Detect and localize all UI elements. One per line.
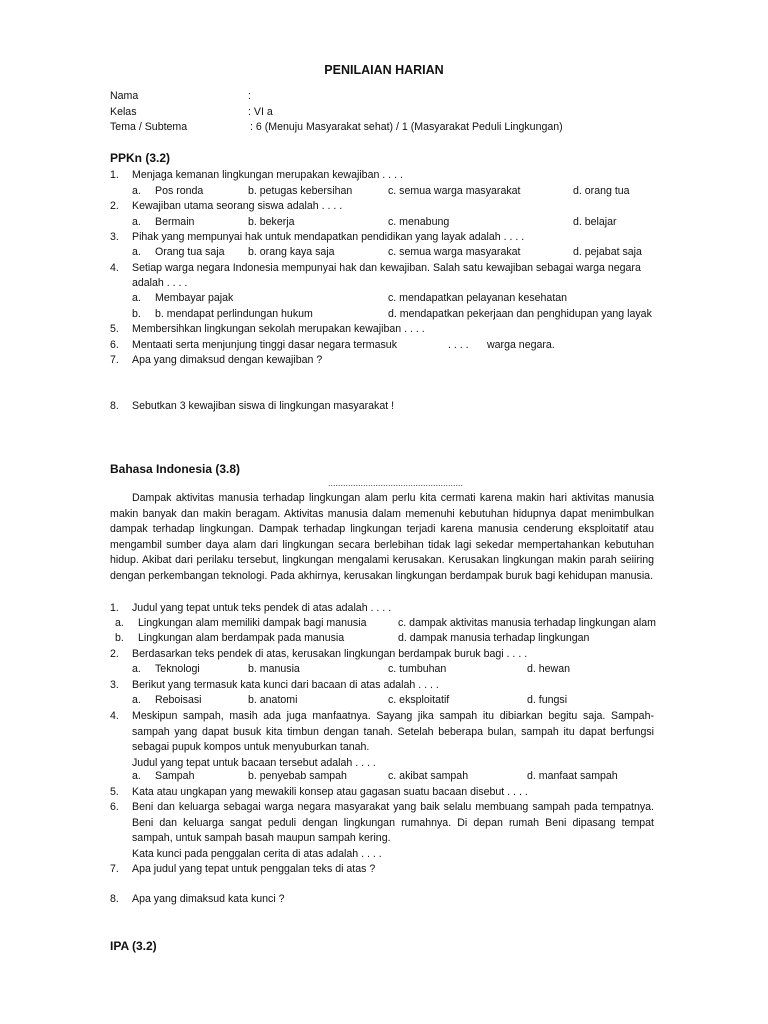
bindo-q4-body [132,709,654,771]
theme-label: Tema / Subtema [110,121,188,133]
ppkn-q4-text: Setiap warga negara Indonesia mempunyai hak dan kewajiban. Salah satu kewajiban sebagai warga negara [132,262,641,274]
ppkn-q1-num: 1. [110,169,119,181]
bindo-q5-text: Kata atau ungkapan yang mewakili konsep atau gagasan suatu bacaan disebut . . . . [132,786,528,798]
ppkn-q4-opt-a-letter: a. [132,292,141,304]
bindo-q4-opt-d: d. manfaat sampah [527,770,618,782]
bindo-q4-opt-a: Sampah [155,770,195,782]
ppkn-q4-text-cont: adalah . . . . [132,277,188,289]
bindo-q4-opt-b: b. penyebab sampah [248,770,347,782]
ipa-heading: IPA (3.2) [110,939,157,953]
ppkn-q1-opt-a-letter: a. [132,185,141,197]
bindo-q2-opt-a-letter: a. [132,663,141,675]
bindo-q2-num: 2. [110,648,119,660]
bindo-q3-num: 3. [110,679,119,691]
bindo-q3-text: Berikut yang termasuk kata kunci dari bacaan di atas adalah . . . . [132,679,439,691]
bindo-q8-num: 8. [110,893,119,905]
class-value: : VI a [248,106,273,118]
ppkn-q1-opt-c: c. semua warga masyarakat [388,185,521,197]
bindo-q4-opt-c: c. akibat sampah [388,770,469,782]
ppkn-q2-num: 2. [110,200,119,212]
bindo-q2-opt-c: c. tumbuhan [388,663,447,675]
ppkn-heading: PPKn (3.2) [110,151,171,165]
bindo-q3-opt-b: b. anatomi [248,694,298,706]
page-title: PENILAIAN HARIAN [324,63,444,77]
ppkn-q4-opt-b-letter: b. [132,308,141,320]
bindo-q4-opt-a-letter: a. [132,770,141,782]
ppkn-q2-opt-a: Bermain [155,216,195,228]
ppkn-q4-opt-d: d. mendapatkan pekerjaan dan penghidupan yang layak [388,308,652,320]
ppkn-q2-opt-b: b. bekerja [248,216,295,228]
ppkn-q1-opt-d: d. orang tua [573,185,630,197]
ppkn-q7-text: Apa yang dimaksud dengan kewajiban ? [132,354,323,366]
ppkn-q4-num: 4. [110,262,119,274]
bindo-q5-num: 5. [110,786,119,798]
bindo-q2-opt-a: Teknologi [155,663,200,675]
ppkn-q5-num: 5. [110,323,119,335]
bindo-q3-opt-c: c. eksploitatif [388,694,450,706]
ppkn-q8-num: 8. [110,400,119,412]
ppkn-q3-num: 3. [110,231,119,243]
ppkn-q3-opt-d: d. pejabat saja [573,246,642,258]
ppkn-q3-text: Pihak yang mempunyai hak untuk mendapatkan pendidikan yang layak adalah . . . . [132,231,525,243]
ppkn-q3-opt-b: b. orang kaya saja [248,246,335,258]
bindo-q3-opt-a-letter: a. [132,694,141,706]
bindo-q6-body [132,800,654,862]
bindo-q6-num: 6. [110,801,119,813]
bindo-q1-num: 1. [110,602,119,614]
ppkn-q6-num: 6. [110,339,119,351]
ppkn-q3-opt-a: Orang tua saja [155,246,225,258]
bindo-q1-opt-a: Lingkungan alam memiliki dampak bagi manusia [138,617,367,629]
bindo-q7-text: Apa judul yang tepat untuk penggalan teks di atas ? [132,863,376,875]
bindo-q1-opt-b: Lingkungan alam berdampak pada manusia [138,632,345,644]
bindo-q4-text: Meskipun sampah, masih ada juga manfaatnya. Sayang jika sampah itu dibiarkan begitu saja. Sampah-sampah yang dapat busuk kita timbun dengan tanah. Setelah beberapa bulan, sampah itu dapat berfungsi sebagai pupuk kompos untuk menyuburkan tanah. [132,710,654,753]
bindo-q4-num: 4. [110,710,119,722]
ppkn-q7-num: 7. [110,354,119,366]
ppkn-q8-text: Sebutkan 3 kewajiban siswa di lingkungan masyarakat ! [132,400,395,412]
bindo-q1-opt-d: d. dampak manusia terhadap lingkungan [398,632,590,644]
name-label: Nama [110,90,139,102]
theme-value: : 6 (Menuju Masyarakat sehat) / 1 (Masyarakat Peduli Lingkungan) [250,121,563,133]
ppkn-q2-opt-a-letter: a. [132,216,141,228]
ppkn-q4-opt-a: Membayar pajak [155,292,234,304]
ppkn-q4-opt-c: c. mendapatkan pelayanan kesehatan [388,292,568,304]
bindo-q8-text: Apa yang dimaksud kata kunci ? [132,893,285,905]
bindo-q6-text-cont: Kata kunci pada penggalan cerita di atas adalah . . . . [132,847,382,860]
ppkn-q2-text: Kewajiban utama seorang siswa adalah . . . . [132,200,343,212]
ppkn-q2-opt-c: c. menabung [388,216,450,228]
bindo-q1-opt-b-letter: b. [115,632,124,644]
bindo-heading: Bahasa Indonesia (3.8) [110,462,241,476]
bindo-q6-text: Beni dan keluarga sebagai warga negara masyarakat yang baik selalu membuang sampah pada tempatnya. Beni dan keluarga sangat peduli dengan lingkungan rumahnya. Di depan rumah Beni dipasang tempat sampah, untuk sampah basah maupun sampah kering. [132,801,654,844]
ppkn-q6-text: Mentaati serta menjunjung tinggi dasar negara termasuk [132,339,397,351]
ppkn-q3-opt-c: c. semua warga masyarakat [388,246,521,258]
ppkn-q1-opt-b: b. petugas kebersihan [248,185,353,197]
ppkn-q6-dots: . . . . [448,339,469,351]
ppkn-q6-tail: warga negara. [487,339,555,351]
ppkn-q5-text: Membersihkan lingkungan sekolah merupakan kewajiban . . . . [132,323,425,335]
bindo-q1-opt-c: c. dampak aktivitas manusia terhadap lingkungan alam [398,617,656,629]
ppkn-q1-opt-a: Pos ronda [155,185,204,197]
bindo-dotline: ...................................................... [328,478,464,488]
bindo-q2-opt-d: d. hewan [527,663,570,675]
bindo-passage [110,491,654,584]
ppkn-q2-opt-d: d. belajar [573,216,617,228]
ppkn-q4-opt-b: b. mendapat perlindungan hukum [155,308,313,320]
name-value: : [248,90,251,102]
bindo-passage-text: Dampak aktivitas manusia terhadap lingkungan alam perlu kita cermati karena makin hari aktivitas manusia makin banyak dan makin beragam. Aktivitas manusia dalam memenuhi kebutuhan hidupnya dapat menimbulkan dampak terhadap lingkungan. Dampak terhadap lingkungan terjadi karena manusia cenderung eksploitatif atau mengambil sumber daya alam dari lingkungan secara berlebihan tidak lagi sekedar mempertahankan kebutuhan hidup. Akibat dari perilaku tersebut, lingkungan mengalami kerusakan. Kerusakan lingkungan makin parah seiiring dengan perkembangan teknologi. Pada akhirnya, kerusakan lingkungan berdampak buruk bagi kehidupan manusia. [110,492,654,582]
class-label: Kelas [110,106,137,118]
bindo-q4-text-cont: Judul yang tepat untuk bacaan tersebut adalah . . . . [132,756,376,769]
bindo-q3-opt-d: d. fungsi [527,694,568,706]
bindo-q2-text: Berdasarkan teks pendek di atas, kerusakan lingkungan berdampak buruk bagi . . . . [132,648,528,660]
bindo-q1-opt-a-letter: a. [115,617,124,629]
ppkn-q1-text: Menjaga kemanan lingkungan merupakan kewajiban . . . . [132,169,403,181]
bindo-q7-num: 7. [110,863,119,875]
bindo-q1-text: Judul yang tepat untuk teks pendek di atas adalah . . . . [132,602,392,614]
ppkn-q3-opt-a-letter: a. [132,246,141,258]
bindo-q3-opt-a: Reboisasi [155,694,202,706]
bindo-q2-opt-b: b. manusia [248,663,300,675]
